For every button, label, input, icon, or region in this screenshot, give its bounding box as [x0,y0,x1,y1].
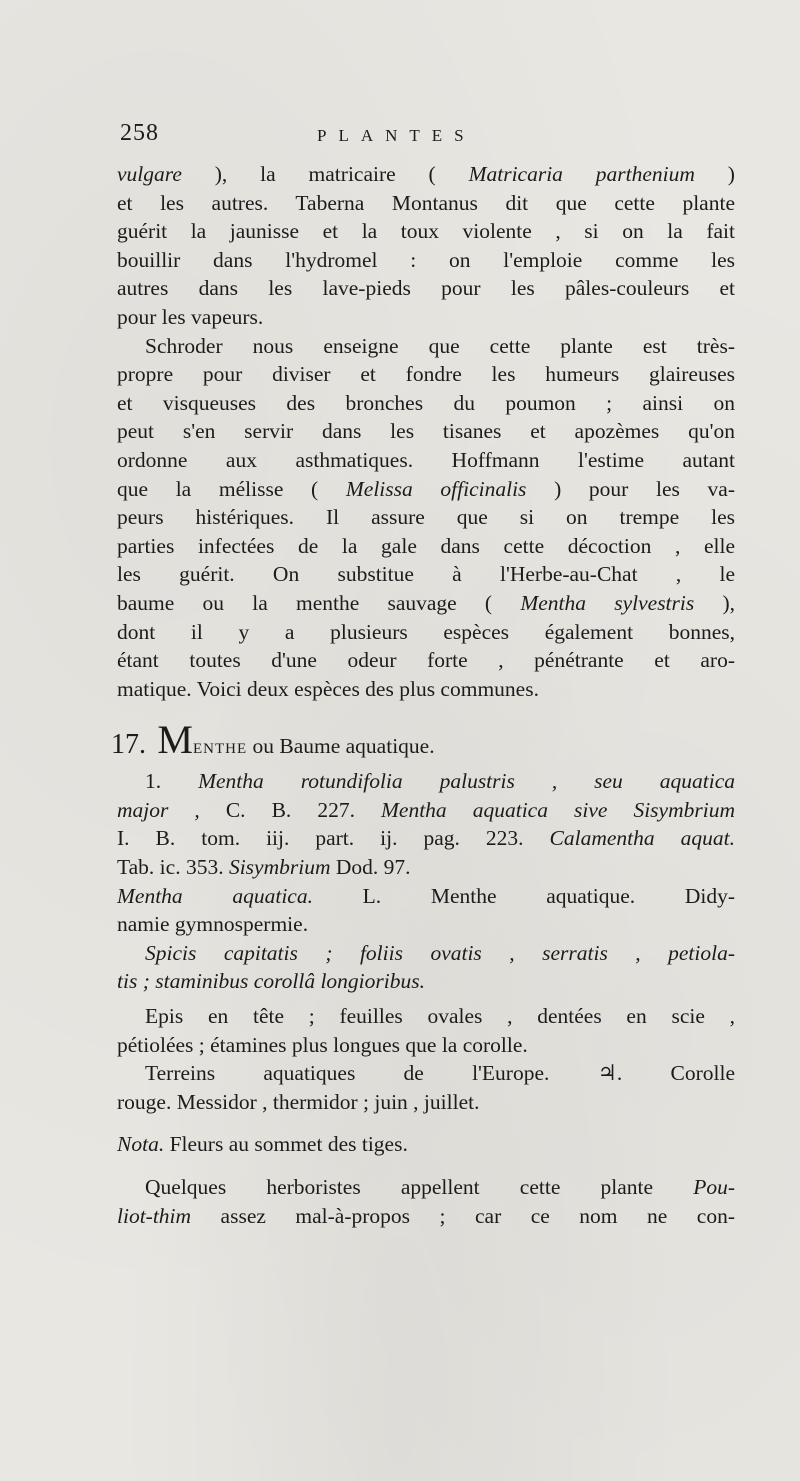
book-page [111,120,736,1230]
text-line: et visqueuses des bronches du poumon ; ainsi on [117,390,735,415]
entry-initial: M [157,717,193,763]
page-number: 258 [120,120,159,146]
text-line: que la mélisse ( Melissa officinalis ) pour les va- [117,476,736,501]
text-line: étant toutes d'une odeur forte , pénétrante et aro- [117,648,735,673]
text-line: rouge. Messidor , thermidor ; juin , juillet. [117,1089,480,1114]
text-line: parties infectées de la gale dans cette décoction , elle [117,533,735,558]
habitat [117,1059,735,1116]
text-line: namie gymnospermie. [117,912,309,937]
text-line: liot-thim assez mal-à-propos ; car ce nom ne con- [117,1203,735,1228]
text-line: ordonne aux asthmatiques. Hoffmann l'estime autant [117,447,735,472]
text-line: Epis en tête ; feuilles ovales , dentées en scie , [145,1004,735,1029]
synonymy [117,767,735,939]
diagnosis-latin [117,939,735,996]
nota [117,1130,735,1159]
text-line: pour les vapeurs. [117,304,264,329]
closing-paragraph [117,1173,735,1230]
paragraph-matricaire [117,160,735,332]
nota-line [117,1130,735,1159]
text-line: I. B. tom. iij. part. ij. pag. 223. Calamentha aquat. [117,826,735,851]
text-line: Spicis capitatis ; foliis ovatis , serratis , petiola- [145,940,735,965]
text-line: Quelques herboristes appellent cette plante Pou- [145,1175,735,1199]
diagnosis-french [117,1002,735,1059]
text-line: Mentha aquatica. L. Menthe aquatique. Didy- [117,883,736,908]
text-line: peut s'en servir dans les tisanes et apozèmes qu'on [117,419,735,444]
text-line: 1. Mentha rotundifolia palustris , seu aquatica [145,769,735,794]
paragraph-schroder [117,332,735,704]
text-line: baume ou la menthe sauvage ( Mentha sylvestris ), [117,590,736,615]
entry-rest: ou Baume aquatique. [247,734,435,759]
text-line: major , C. B. 227. Mentha aquatica sive Sisymbrium [117,797,735,822]
text-line: Terreins aquatiques de l'Europe. ♃. Corolle [145,1061,735,1086]
text-line: matique. Voici deux espèces des plus communes. [117,676,539,701]
text-line: vulgare ), la matricaire ( Matricaria parthenium ) [117,162,735,186]
running-title: PLANTES [317,126,476,145]
running-head [117,120,735,154]
text-line: tis ; staminibus corollâ longioribus. [117,969,425,994]
entry-heading [111,717,735,767]
text-line: pétiolées ; étamines plus longues que la corolle. [117,1032,528,1057]
text-line: bouillir dans l'hydromel : on l'emploie comme les [117,247,735,272]
text-line: peurs histériques. Il assure que si on trempe les [117,505,735,530]
entry-caps: ENTHE [192,741,248,758]
text-line: les guérit. On substitue à l'Herbe-au-Chat , le [117,562,735,587]
entry-number: 17. [111,729,146,761]
text-line: autres dans les lave-pieds pour les pâles-couleurs et [117,276,735,301]
text-line: guérit la jaunisse et la toux violente , si on la fait [117,219,735,244]
text-line: dont il y a plusieurs espèces également bonnes, [117,619,735,644]
nota-text: Fleurs au sommet des tiges. [164,1132,408,1157]
text-line: Tab. ic. 353. Sisymbrium Dod. 97. [117,855,411,880]
text-line: et les autres. Taberna Montanus dit que cette plante [117,190,735,215]
text-line: Schroder nous enseigne que cette plante est très- [145,333,735,358]
text-line: propre pour diviser et fondre les humeurs glaireuses [117,362,735,387]
nota-label: Nota. [117,1132,165,1157]
